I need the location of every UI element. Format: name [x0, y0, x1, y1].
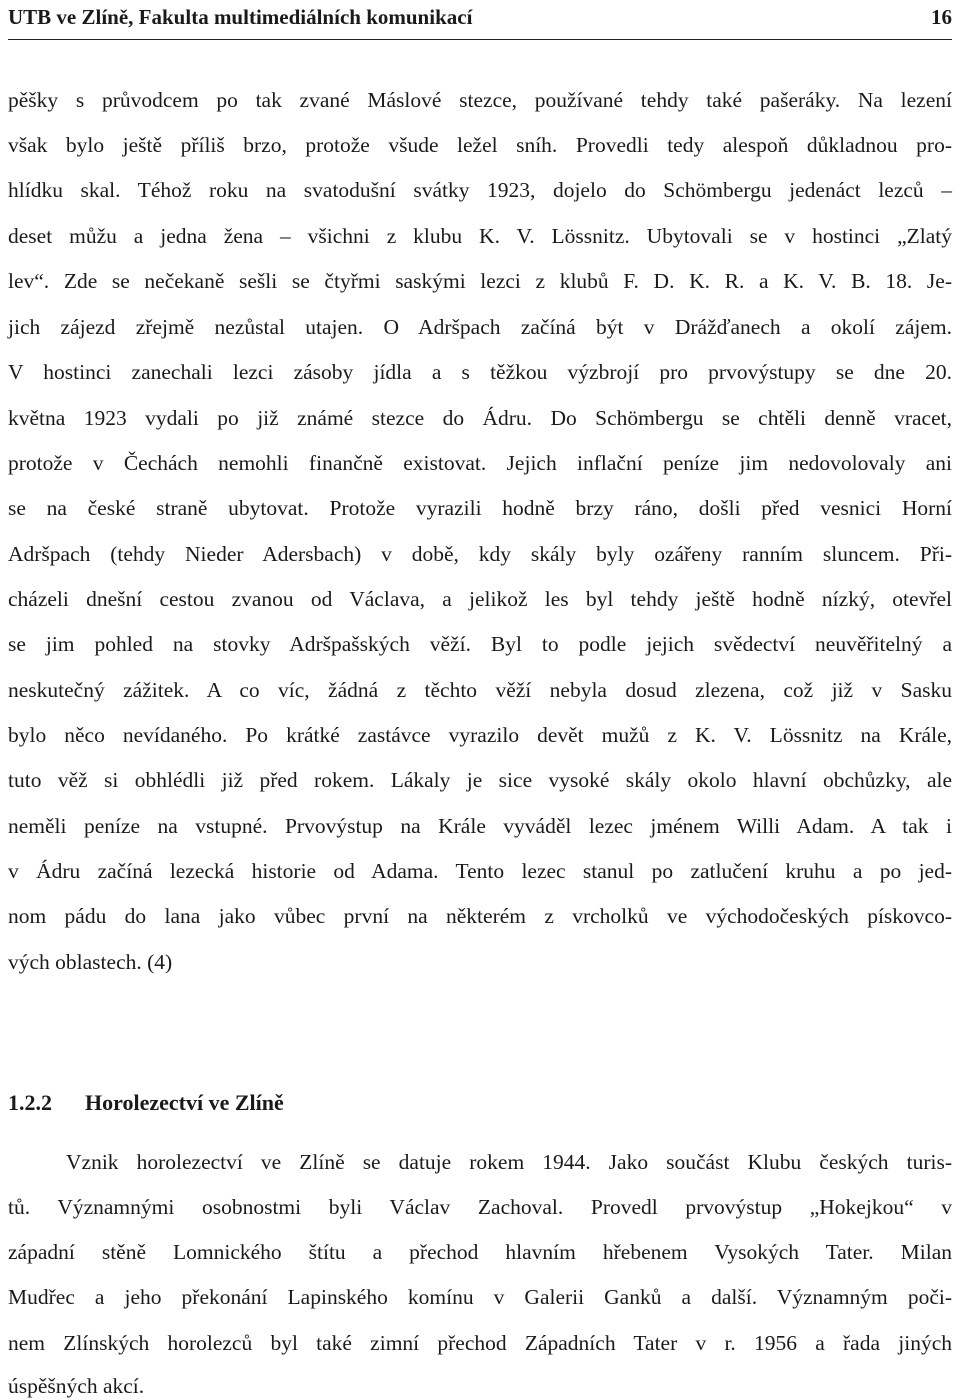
text-line: neměli peníze na vstupné. Prvovýstup na Krále vyváděl lezec jménem Willi Adam. A tak i [8, 814, 952, 838]
text-line: se jim pohled na stovky Adršpašských věží. Byl to podle jejich svědectví neuvěřitelný a [8, 632, 952, 656]
text-line: Vznik horolezectví ve Zlíně se datuje rokem 1944. Jako součást Klubu českých turis- [66, 1150, 952, 1174]
text-line: tů. Významnými osobnostmi byli Václav Zachoval. Provedl prvovýstup „Hokejkou“ v [8, 1195, 952, 1219]
header-divider [8, 39, 952, 40]
page-header [8, 2, 952, 32]
text-line: nem Zlínských horolezců byl také zimní přechod Západních Tater v r. 1956 a řada jiných [8, 1331, 952, 1355]
text-line: Adršpach (tehdy Nieder Adersbach) v době, kdy skály byly ozářeny ranním sluncem. Při- [8, 542, 952, 566]
text-line: V hostinci zanechali lezci zásoby jídla a s těžkou výzbrojí pro prvovýstupy se dne 20. [8, 360, 952, 384]
text-line: neskutečný zážitek. A co víc, žádná z těchto věží nebyla dosud zlezena, což již v Sasku [8, 678, 952, 702]
text-line: se na české straně ubytovat. Protože vyrazili hodně brzy ráno, došli před vesnici Horní [8, 496, 952, 520]
section-number: 1.2.2 [8, 1090, 52, 1115]
text-line: Mudřec a jeho překonání Lapinského komínu v Galerii Ganků a další. Významným poči- [8, 1285, 952, 1309]
text-line: deset můžu a jedna žena – všichni z klubu K. V. Lössnitz. Ubytovali se v hostinci „Zlatý [8, 224, 952, 248]
text-line: cházeli dnešní cestou zvanou od Václava, a jelikož les byl tehdy ještě hodně nízký, otevřel [8, 587, 952, 611]
section-title: Horolezectví ve Zlíně [85, 1090, 284, 1115]
text-line: hlídku skal. Téhož roku na svatodušní svátky 1923, dojelo do Schömbergu jedenáct lezců – [8, 178, 952, 202]
text-line: úspěšných akcí. [8, 1374, 145, 1398]
text-line: tuto věž si obhlédli již před rokem. Lákaly je sice vysoké skály okolo hlavní obchůzky, ale [8, 768, 952, 792]
section-heading [8, 1088, 284, 1118]
text-line: vých oblastech. (4) [8, 950, 173, 974]
text-line: západní stěně Lomnického štítu a přechod hlavním hřebenem Vysokých Tater. Milan [8, 1240, 952, 1264]
text-line: lev“. Zde se nečekaně sešli se čtyřmi saskými lezci z klubů F. D. K. R. a K. V. B. 18. Je- [8, 269, 952, 293]
page-number: 16 [931, 5, 952, 29]
text-line: protože v Čechách nemohli finančně existovat. Jejich inflační peníze jim nedovolovaly ani [8, 451, 952, 475]
text-line: v Ádru začíná lezecká historie od Adama. Tento lezec stanul po zatlučení kruhu a po jed- [8, 859, 952, 883]
header-title: UTB ve Zlíně, Fakulta multimediálních komunikací [8, 5, 473, 29]
text-line: nom pádu do lana jako vůbec první na některém z vrcholků ve východočeských pískovco- [8, 904, 952, 928]
text-line: však bylo ještě příliš brzo, protože všude ležel sníh. Provedli tedy alespoň důkladnou pro- [8, 133, 952, 157]
text-line: bylo něco nevídaného. Po krátké zastávce vyrazilo devět mužů z K. V. Lössnitz na Krále, [8, 723, 952, 747]
text-line: pěšky s průvodcem po tak zvané Máslové stezce, používané tehdy také pašeráky. Na lezení [8, 88, 952, 112]
text-line: jich zájezd zřejmě nezůstal utajen. O Adršpach začíná být v Drážďanech a okolí zájem. [8, 315, 952, 339]
text-line: května 1923 vydali po již známé stezce do Ádru. Do Schömbergu se chtěli denně vracet, [8, 406, 952, 430]
